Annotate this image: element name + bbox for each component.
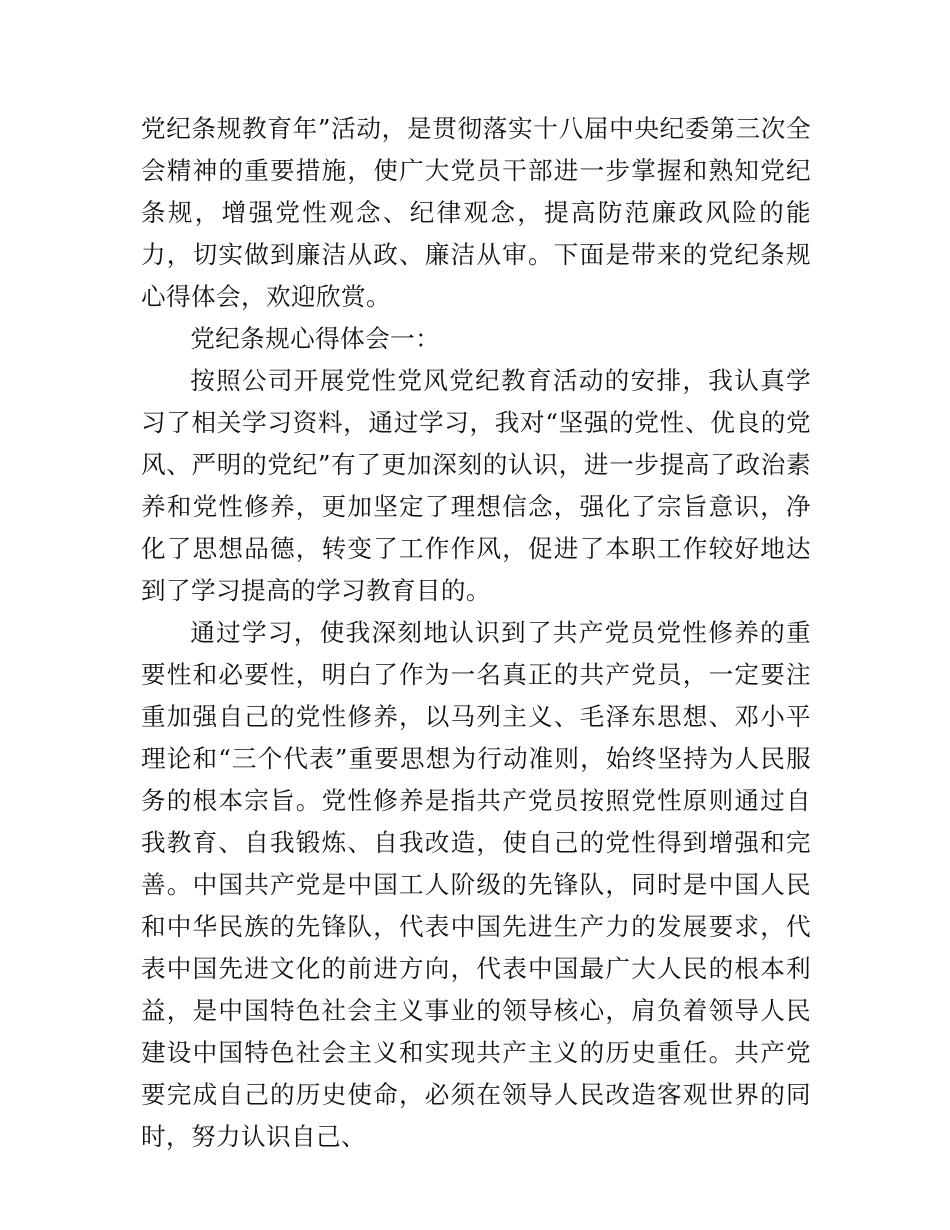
document-body [141, 108, 811, 1158]
intro-paragraph: 党纪条规教育年”活动，是贯彻落实十八届中央纪委第三次全会精神的重要措施，使广大党员干部进一步掌握和熟知党纪条规，增强党性观念、纪律观念，提高防范廉政风险的能力，切实做到廉洁从政、廉洁从审。下面是带来的党纪条规心得体会，欢迎欣赏。 [141, 114, 811, 311]
section-heading: 党纪条规心得体会一： [190, 324, 441, 353]
body-paragraph-1: 按照公司开展党性党风党纪教育活动的安排，我认真学习了相关学习资料，通过学习，我对“坚强的党性、优良的党风、严明的党纪”有了更加深刻的认识，进一步提高了政治素养和党性修养，更加坚定了理想信念，强化了宗旨意识，净化了思想品德，转变了工作作风，促进了本职工作较好地达到了学习提高的学习教育目的。 [141, 366, 811, 605]
body-paragraph-2: 通过学习，使我深刻地认识到了共产党员党性修养的重要性和必要性，明白了作为一名真正的共产党员，一定要注重加强自己的党性修养，以马列主义、毛泽东思想、邓小平理论和“三个代表”重要思想为行动准则，始终坚持为人民服务的根本宗旨。党性修养是指共产党员按照党性原则通过自我教育、自我锻炼、自我改造，使自己的党性得到增强和完善。中国共产党是中国工人阶级的先锋队，同时是中国人民和中华民族的先锋队，代表中国先进生产力的发展要求，代表中国先进文化的前进方向，代表中国最广大人民的根本利益，是中国特色社会主义事业的领导核心，肩负着领导人民建设中国特色社会主义和实现共产主义的历史重任。共产党要完成自己的历史使命，必须在领导人民改造客观世界的同时，努力认识自己、 [141, 618, 811, 1151]
